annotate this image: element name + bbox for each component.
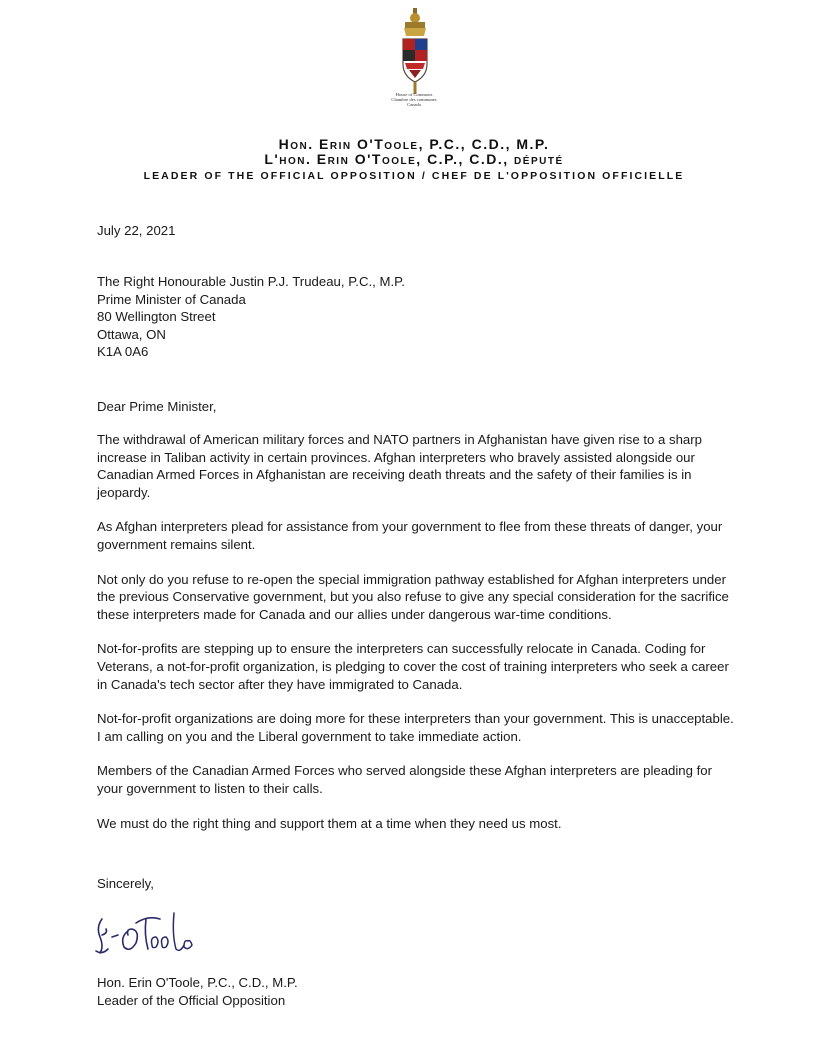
crest-caption-line: Chambre des communes (391, 97, 437, 103)
recipient-address (97, 273, 737, 361)
letterhead-name-fr: L'hon. Erin O'Toole, C.P., C.D., député (264, 151, 564, 167)
recipient-line: K1A 0A6 (97, 344, 149, 360)
crest-caption-line: House of Commons (395, 92, 433, 97)
recipient-line: Prime Minister of Canada (97, 291, 246, 307)
body-paragraph: As Afghan interpreters plead for assistance from your government to flee from these threats of danger, your government remains silent. (97, 519, 723, 552)
body-paragraph: The withdrawal of American military forces and NATO partners in Afghanistan have given rise to a sharp increase in Taliban activity in certain provinces. Afghan interpreters who bravely assisted alongside our Canadian Armed Forces in Afghanistan are receiving death threats and the safety of their families is in jeopardy. (97, 432, 702, 500)
signer-name: Hon. Erin O'Toole, P.C., C.D., M.P. (97, 975, 298, 990)
letter-date: July 22, 2021 (97, 223, 176, 238)
handwritten-signature (92, 905, 212, 964)
recipient-line: Ottawa, ON (97, 326, 166, 342)
letter-body (97, 431, 737, 849)
body-paragraph: Not-for-profits are stepping up to ensure the interpreters can successfully relocate in Canada. Coding for Veterans, a not-for-profit organization, is pledging to cover the cost of training interpreters who seek a career in Canada's tech sector after they have immigrated to Canada. (97, 641, 729, 692)
letterhead-name-en: Hon. Erin O'Toole, P.C., C.D., M.P. (278, 136, 550, 152)
crest-icon (378, 6, 452, 96)
body-paragraph: Members of the Canadian Armed Forces who served alongside these Afghan interpreters are pleading for your government to listen to their calls. (97, 763, 713, 796)
recipient-line: 80 Wellington Street (97, 309, 216, 325)
closing: Sincerely, (97, 876, 154, 891)
crest-caption (360, 92, 468, 108)
salutation: Dear Prime Minister, (97, 399, 217, 414)
crest-caption-line: Canada (407, 102, 421, 108)
signature-icon (92, 905, 212, 959)
body-paragraph: Not-for-profit organizations are doing more for these interpreters than your government. This is unacceptable. I am calling on you and the Liberal government to take immediate action. (97, 711, 734, 744)
signer-block (97, 974, 737, 1009)
signer-title: Leader of the Official Opposition (97, 992, 286, 1008)
body-paragraph: We must do the right thing and support them at a time when they need us most. (97, 815, 562, 831)
body-paragraph: Not only do you refuse to re-open the special immigration pathway established for Afghan interpreters under the previous Conservative government, but you also refuse to give any special consideration for the sacrifice these interpreters made for Canada and our allies under dangerous war-time conditions. (97, 571, 729, 622)
letterhead-title: LEADER OF THE OFFICIAL OPPOSITION / CHEF DE L'OPPOSITION OFFICIELLE (143, 170, 685, 182)
recipient-line: The Right Honourable Justin P.J. Trudeau, P.C., M.P. (97, 274, 405, 289)
